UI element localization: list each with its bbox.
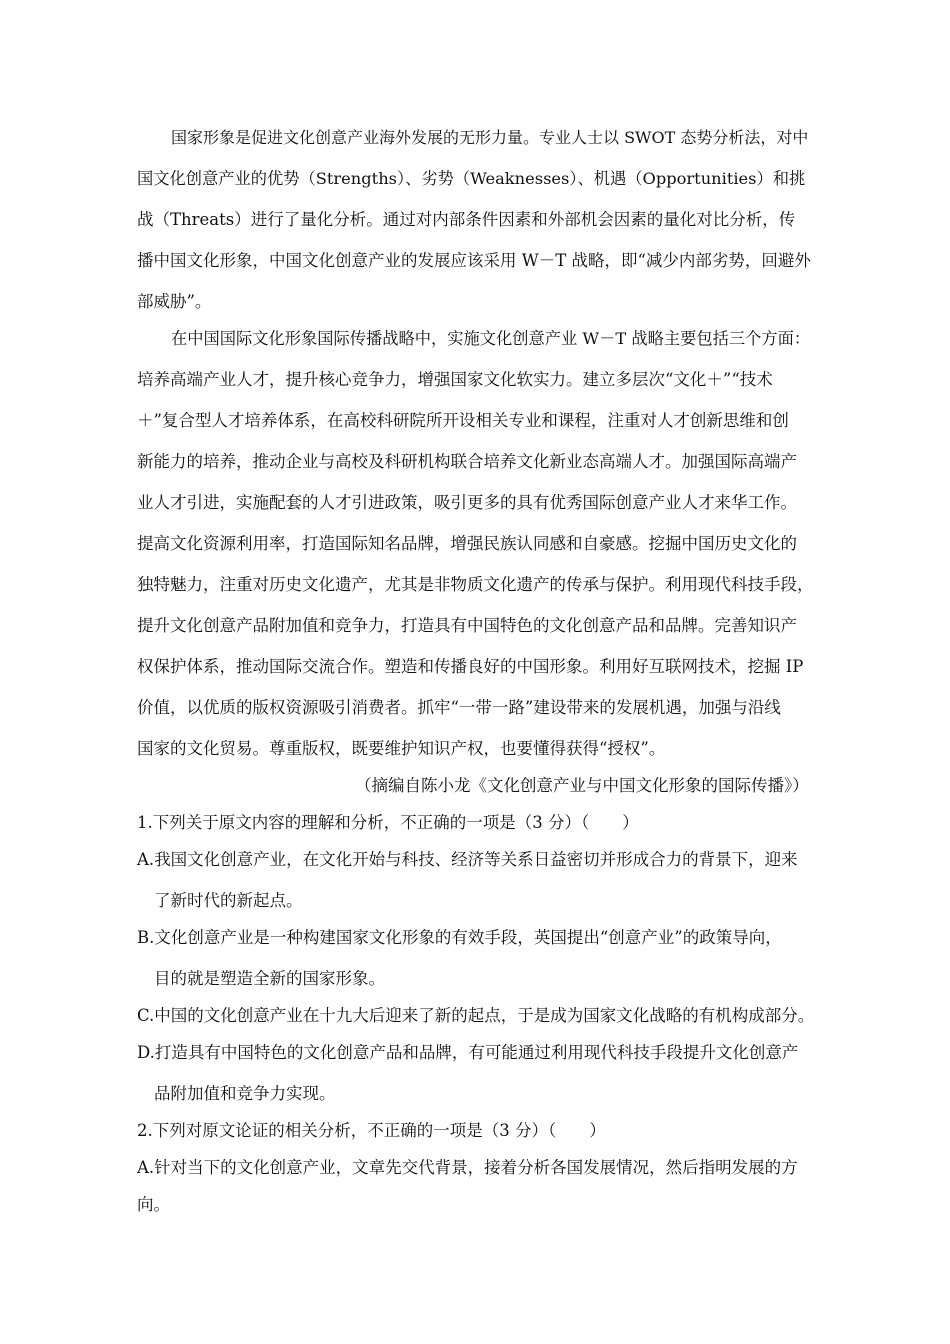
paragraph-line: 新能力的培养，推动企业与高校及科研机构联合培养文化新业态高端人才。加强国际高端产	[137, 452, 797, 471]
paragraph-line: 权保护体系，推动国际交流合作。塑造和传播良好的中国形象。利用好互联网技术，挖掘 IP	[137, 657, 804, 676]
question-1-option-a-cont: 了新时代的新起点。	[154, 891, 303, 910]
paragraph-line: 战（Threats）进行了量化分析。通过对内部条件因素和外部机会因素的量化对比分析，传	[137, 210, 796, 229]
paragraph-line: 国文化创意产业的优势（Strengths）、劣势（Weaknesses）、机遇（Opportunities）和挑	[137, 169, 806, 188]
paragraph-line: ＋”复合型人才培养体系，在高校科研院所开设相关专业和课程，注重对人才创新思维和创	[137, 411, 789, 430]
paragraph-line: 播中国文化形象，中国文化创意产业的发展应该采用 W－T 战略，即“减少内部劣势，回避外	[137, 251, 811, 270]
question-2-option-a-cont: 向。	[137, 1195, 170, 1214]
question-1-option-b-cont: 目的就是塑造全新的国家形象。	[154, 969, 385, 988]
question-2-option-a: A.针对当下的文化创意产业，文章先交代背景，接着分析各国发展情况，然后指明发展的方	[137, 1158, 798, 1177]
paragraph-line: 部威胁”。	[137, 292, 212, 311]
paragraph-line: 价值，以优质的版权资源吸引消费者。抓牢“一带一路”建设带来的发展机遇，加强与沿线	[137, 698, 781, 717]
paragraph-line: 业人才引进，实施配套的人才引进政策，吸引更多的具有优秀国际创意产业人才来华工作。	[137, 493, 797, 512]
paragraph-line: 提升文化创意产品附加值和竞争力，打造具有中国特色的文化创意产品和品牌。完善知识产	[137, 616, 797, 635]
question-1-option-b: B.文化创意产业是一种构建国家文化形象的有效手段，英国提出“创意产业”的政策导向，	[137, 928, 782, 947]
question-1-option-d-cont: 品附加值和竞争力实现。	[154, 1084, 336, 1103]
paragraph-line: 独特魅力，注重对历史文化遗产，尤其是非物质文化遗产的传承与保护。利用现代科技手段，	[137, 575, 814, 594]
question-1-option-a: A.我国文化创意产业，在文化开始与科技、经济等关系日益密切并形成合力的背景下，迎来	[137, 850, 798, 869]
paragraph-line: 培养高端产业人才，提升核心竞争力，增强国家文化软实力。建立多层次“文化＋”“技术	[137, 370, 773, 389]
paragraph-line: 在中国国际文化形象国际传播战略中，实施文化创意产业 W－T 战略主要包括三个方面：	[171, 329, 811, 348]
question-1-stem: 1.下列关于原文内容的理解和分析，不正确的一项是（3 分）（ ）	[137, 813, 639, 832]
paragraph-line: 国家形象是促进文化创意产业海外发展的无形力量。专业人士以 SWOT 态势分析法，对中	[171, 128, 809, 147]
paragraph-line: 提高文化资源利用率，打造国际知名品牌，增强民族认同感和自豪感。挖掘中国历史文化的	[137, 534, 797, 553]
question-1-option-d: D.打造具有中国特色的文化创意产品和品牌，有可能通过利用现代科技手段提升文化创意产	[137, 1043, 799, 1062]
paragraph-line: 国家的文化贸易。尊重版权，既要维护知识产权，也要懂得获得“授权”。	[137, 739, 666, 758]
question-2-stem: 2.下列对原文论证的相关分析，不正确的一项是（3 分）（ ）	[137, 1121, 606, 1140]
source-citation: （摘编自陈小龙《文化创意产业与中国文化形象的国际传播》）	[355, 776, 809, 795]
question-1-option-c: C.中国的文化创意产业在十九大后迎来了新的起点，于是成为国家文化战略的有机构成部分。	[137, 1006, 815, 1025]
